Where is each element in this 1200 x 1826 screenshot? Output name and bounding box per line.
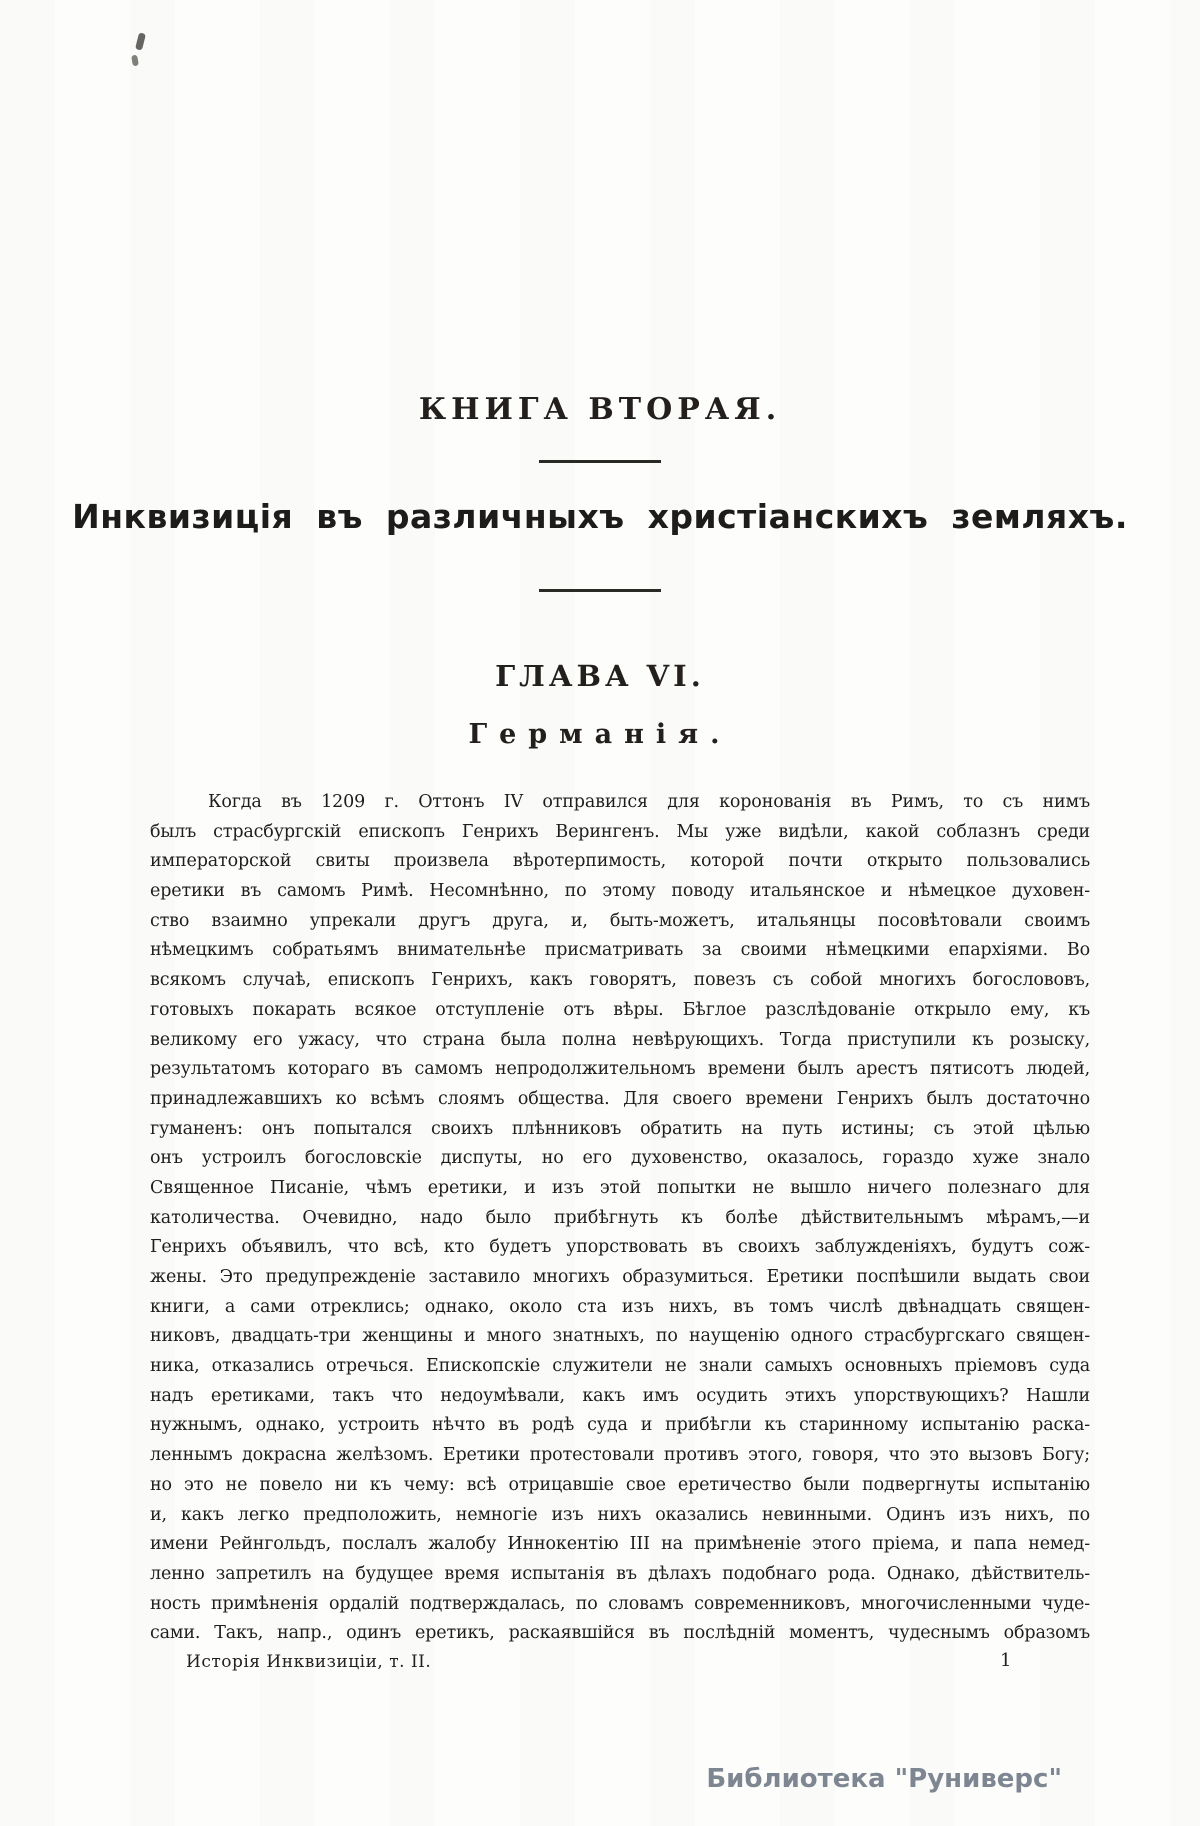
body-line: еретики въ самомъ Римѣ. Несомнѣнно, по этому поводу итальянское и нѣмецкое духовен- [150, 881, 1090, 902]
body-line: былъ страсбургскій епископъ Генрихъ Верингенъ. Мы уже видѣли, какой соблазнъ среди [150, 821, 1090, 842]
scan-speck [135, 32, 146, 50]
body-line: онъ устроилъ богословскіе диспуты, но его духовенство, оказалось, гораздо хуже знало [150, 1148, 1090, 1169]
body-line: ство взаимно упрекали другъ друга, и, быть-можетъ, итальянцы посовѣтовали своимъ [150, 910, 1090, 931]
chapter-heading: ГЛАВА VI. [495, 659, 705, 693]
body-line: Когда въ 1209 г. Оттонъ IV отправился для коронованія въ Римъ, то съ нимъ [208, 792, 1090, 812]
body-text [150, 788, 1090, 1649]
body-line: ленно запретилъ на будущее время испытанія въ дѣлахъ подобнаго рода. Однако, дѣйствитель- [150, 1563, 1090, 1584]
part-subtitle: Инквизиція въ различныхъ христіанскихъ земляхъ. [72, 497, 1128, 536]
page-number: 1 [1000, 1650, 1012, 1671]
body-line: леннымъ докрасна желѣзомъ. Еретики протестовали противъ этого, говоря, что это вызовъ Богу; [150, 1445, 1090, 1466]
body-line: Генрихъ объявилъ, что всѣ, кто будетъ упорствовать въ своихъ заблужденіяхъ, будутъ сож- [150, 1237, 1090, 1258]
body-line: католичества. Очевидно, надо было прибѣгнуть къ болѣе дѣйствительнымъ мѣрамъ,—и [150, 1207, 1090, 1228]
body-line: императорской свиты произвела вѣротерпимость, которой почти открыто пользовались [150, 851, 1090, 872]
divider-rule [539, 589, 661, 592]
divider-rule [539, 460, 661, 463]
body-line: сами. Такъ, напр., одинъ еретикъ, раскаявшійся въ послѣдній моментъ, чудеснымъ образомъ [150, 1623, 1090, 1644]
body-line: великому его ужасу, что страна была полна невѣрующихъ. Тогда приступили къ розыску, [150, 1029, 1090, 1050]
body-line: всякомъ случаѣ, епископъ Генрихъ, какъ говорятъ, повезъ съ собой многихъ богослововъ, [150, 970, 1090, 991]
scan-speck [131, 55, 139, 67]
body-line: гуманенъ: онъ попытался своихъ плѣнниковъ обратить на путь истины; съ этой цѣлью [150, 1118, 1090, 1139]
section-heading: Германія. [468, 719, 732, 750]
body-line: нѣмецкимъ собратьямъ внимательнѣе присматривать за своими нѣмецкими епархіями. Во [150, 940, 1090, 961]
library-watermark: Библиотека "Руниверс" [706, 1764, 1062, 1794]
body-line: книги, а сами отреклись; однако, около ста изъ нихъ, въ томъ числѣ двѣнадцать священ- [150, 1296, 1090, 1317]
body-line: но это не повело ни къ чему: всѣ отрицавшіе свое еретичество были подвергнуты испытанію [150, 1474, 1090, 1495]
body-line: результатомъ котораго въ самомъ непродолжительномъ времени былъ арестъ пятисотъ людей, [150, 1059, 1090, 1080]
body-line: принадлежавшихъ ко всѣмъ слоямъ общества. Для своего времени Генрихъ былъ достаточно [150, 1088, 1090, 1109]
body-line: готовыхъ покарать всякое отступленіе отъ вѣры. Бѣглое разслѣдованіе открыло ему, къ [150, 999, 1090, 1020]
body-line: имени Рейнгольдъ, послалъ жалобу Иннокентію III на примѣненіе этого пріема, и папа немед- [150, 1534, 1090, 1555]
book-title: КНИГА ВТОРАЯ. [418, 392, 782, 427]
body-line: жены. Это предупрежденіе заставило многихъ образумиться. Еретики поспѣшили выдать свои [150, 1267, 1090, 1287]
body-line: ника, отказались отречься. Епископскіе служители не знали самыхъ основныхъ пріемовъ суда [150, 1356, 1090, 1377]
body-line: Священное Писаніе, чѣмъ еретики, и изъ этой попытки не вышло ничего полезнаго для [150, 1177, 1090, 1198]
body-line: и, какъ легко предположить, немногіе изъ нихъ оказались невинными. Одинъ изъ нихъ, по [150, 1504, 1090, 1525]
body-line: нужнымъ, однако, устроить нѣчто въ родѣ суда и прибѣгли къ старинному испытанію раска- [150, 1415, 1090, 1436]
body-line: ность примѣненія ордалій подтверждалась, по словамъ современниковъ, многочисленными чуде- [150, 1593, 1090, 1614]
running-title: Исторія Инквизиціи, т. II. [186, 1652, 432, 1672]
body-line: никовъ, двадцать-три женщины и много знатныхъ, по наущенію одного страсбургскаго священ- [150, 1326, 1090, 1347]
body-line: надъ еретиками, такъ что недоумѣвали, какъ имъ осудить этихъ упорствующихъ? Нашли [150, 1385, 1090, 1406]
